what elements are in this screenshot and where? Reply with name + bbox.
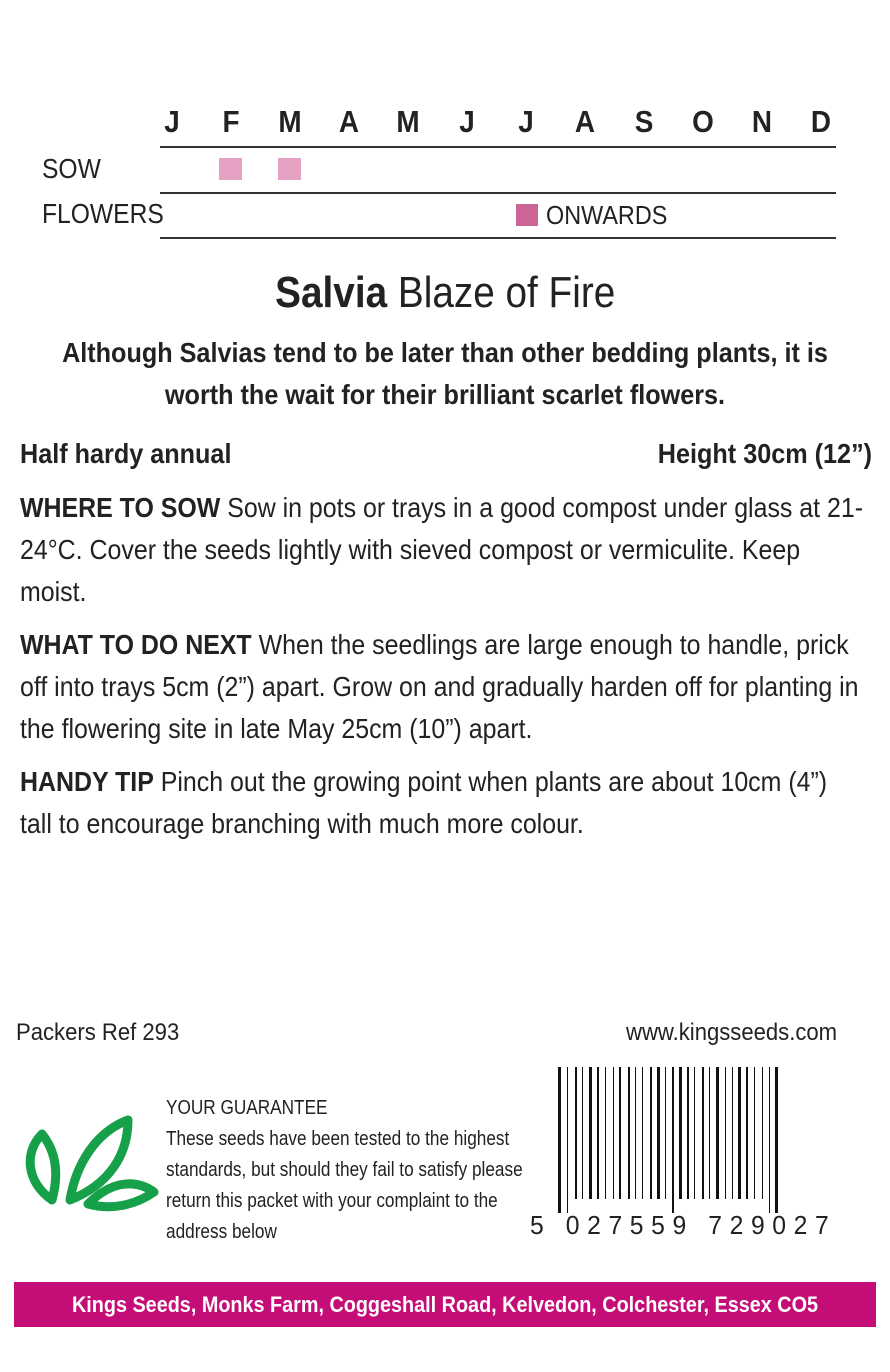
barcode-bar (679, 1067, 682, 1199)
section-handy-tip (20, 761, 866, 845)
month-jul: J (518, 104, 534, 139)
month-jan: J (164, 104, 180, 139)
footer-address: Kings Seeds, Monks Farm, Coggeshall Road, Kelvedon, Colchester, Essex CO5 9PG (71, 1292, 819, 1362)
flowers-marker-aug (516, 204, 538, 226)
barcode-bar (716, 1067, 719, 1199)
website-link[interactable]: www.kingsseeds.com (626, 1019, 838, 1046)
calendar-divider (160, 237, 836, 239)
section-where-to-sow (20, 487, 866, 613)
guarantee-heading: YOUR GUARANTEE (166, 1097, 328, 1119)
sow-row-label: SOW (42, 153, 101, 184)
barcode-bar (702, 1067, 704, 1199)
product-title-variety: Blaze of Fire (386, 268, 616, 317)
barcode-bar (567, 1067, 568, 1213)
intro-text: Although Salvias tend to be later than other bedding plants, it is worth the wait for their brilliant scarlet flowers. (62, 337, 828, 410)
month-mar: M (278, 104, 302, 139)
calendar-divider (160, 192, 836, 194)
barcode-bar (613, 1067, 614, 1199)
barcode-bar (738, 1067, 741, 1199)
barcode-bar (650, 1067, 652, 1199)
month-may: M (396, 104, 420, 139)
section-heading: WHAT TO DO NEXT (20, 629, 252, 660)
barcode-bar (657, 1067, 660, 1199)
month-sep: S (634, 104, 654, 139)
barcode-bar (558, 1067, 561, 1213)
barcode-bar (575, 1067, 577, 1199)
month-aug: A (574, 104, 596, 139)
month-dec: D (810, 104, 832, 139)
section-text: When the seedlings are large enough to handle, prick off into trays 5cm (2”) apart. Grow on and gradually harden off for planting in the flowering site in late May 25cm (10”) apart. (20, 629, 859, 744)
barcode-bar (582, 1067, 583, 1199)
barcode-bar (672, 1067, 674, 1213)
barcode-bar (665, 1067, 666, 1199)
month-jun: J (459, 104, 475, 139)
barcode-bar (597, 1067, 599, 1199)
plant-height: Height 30cm (12”) (657, 438, 872, 469)
guarantee-text: These seeds have been tested to the highest standards, but should they fail to satisfy please return this packet with your complaint to the address below (166, 1128, 523, 1243)
month-apr: A (338, 104, 360, 139)
barcode-bar (709, 1067, 710, 1199)
calendar-divider (160, 146, 836, 148)
barcode-bar (775, 1067, 778, 1213)
barcode-bar (642, 1067, 643, 1199)
barcode-bar (589, 1067, 592, 1199)
product-title-genus: Salvia (274, 268, 387, 317)
barcode-bar (762, 1067, 763, 1199)
month-feb: F (222, 104, 240, 139)
flowers-onwards-note: ONWARDS (546, 200, 668, 230)
barcode-bar (746, 1067, 748, 1199)
barcode-bar (769, 1067, 770, 1213)
section-text: Pinch out the growing point when plants are about 10cm (4”) tall to encourage branching with much more colour. (20, 766, 828, 839)
barcode-bar (605, 1067, 606, 1199)
packers-ref: Packers Ref 293 (16, 1019, 180, 1046)
barcode-bar (732, 1067, 733, 1199)
footer-address-bar (14, 1282, 876, 1362)
plant-type: Half hardy annual (20, 438, 232, 469)
barcode-bar (754, 1067, 755, 1199)
section-heading: HANDY TIP (20, 766, 154, 797)
barcode-bar (694, 1067, 695, 1199)
barcode-bar (628, 1067, 630, 1199)
barcode-bar (619, 1067, 621, 1199)
section-text: Sow in pots or trays in a good compost under glass at 21-24°C. Cover the seeds lightly with sieved compost or vermiculite. Keep moist. (20, 492, 864, 607)
section-heading: WHERE TO SOW (20, 492, 221, 523)
product-title (0, 268, 890, 318)
leaf-logo-icon (18, 1112, 160, 1212)
month-nov: N (751, 104, 773, 139)
barcode-bar (687, 1067, 689, 1199)
barcode-bar (725, 1067, 726, 1199)
barcode-number: 5 027559 729027 (530, 1210, 837, 1240)
barcode (556, 1067, 860, 1213)
flowers-row-label: FLOWERS (42, 198, 164, 229)
month-oct: O (692, 104, 714, 139)
sow-marker-mar (278, 158, 301, 180)
sow-marker-feb (219, 158, 242, 180)
section-what-to-do-next (20, 624, 866, 750)
barcode-bar (635, 1067, 636, 1199)
guarantee-block (166, 1093, 527, 1248)
